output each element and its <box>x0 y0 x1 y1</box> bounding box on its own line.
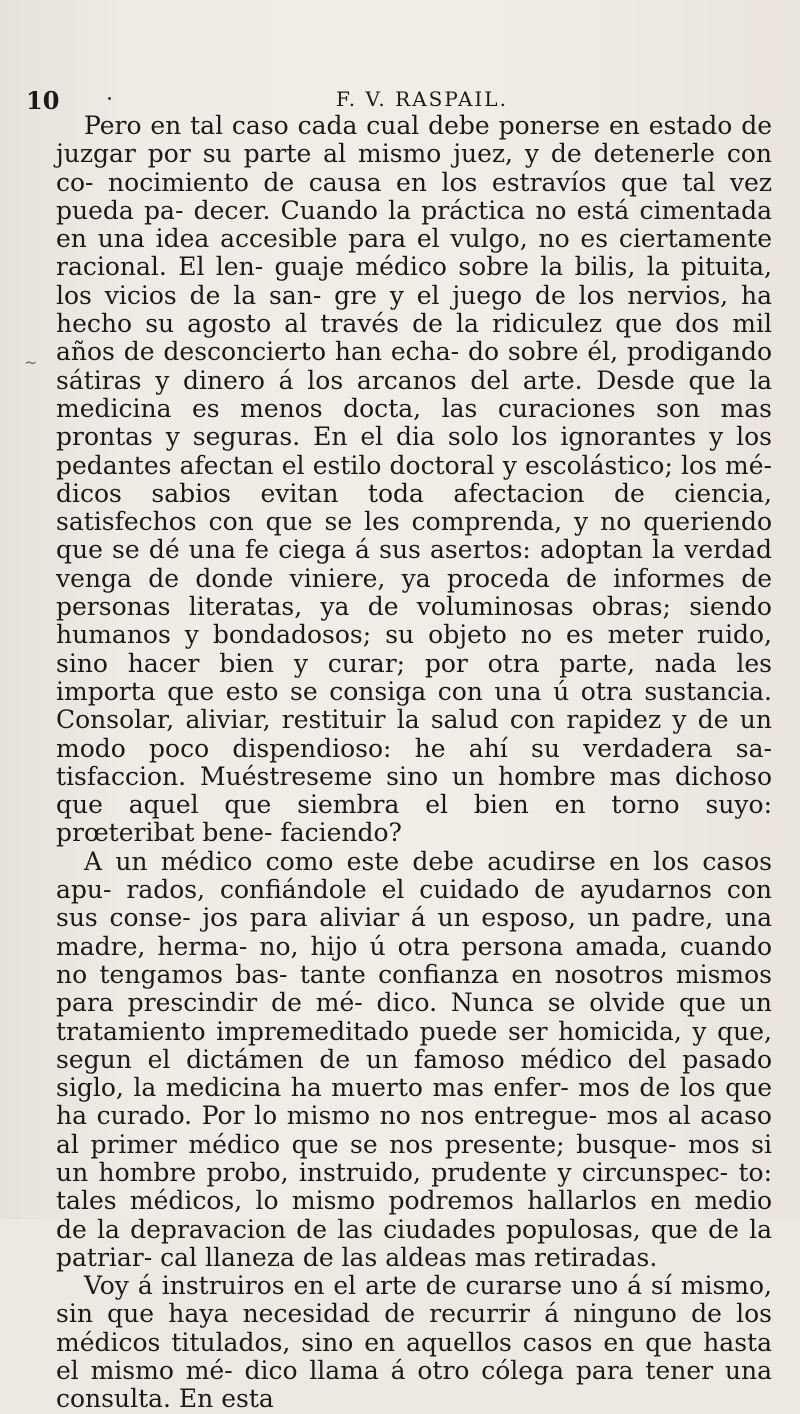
ink-speck <box>108 97 111 100</box>
page-header <box>24 86 764 115</box>
running-head: F. V. RASPAIL. <box>336 87 508 111</box>
paragraph-3: Voy á instruiros en el arte de curarse uno á sí mismo, sin que haya necesidad de recurrir á ninguno de los médicos titulados, sino en aquellos casos en que hasta el mismo mé- dico llama á otro cólega para tener una consulta. En esta <box>56 1271 772 1414</box>
body-text <box>56 112 772 1414</box>
paragraph-1: Pero en tal caso cada cual debe ponerse en estado de juzgar por su parte al mismo juez, y de detenerle con co- nocimiento de causa en los estravíos que tal vez pueda pa- decer. Cuando la práctica no está cimentada en una idea accesible para el vulgo, no es ciertamente racional. El len- guaje médico sobre la bilis, la pituita, los vicios de la san- gre y el juego de los nervios, ha hecho su agosto al través de la ridiculez que dos mil años de desconcierto han echa- do sobre él, prodigando sátiras y dinero á los arcanos del arte. Desde que la medicina es menos docta, las curaciones son mas prontas y seguras. En el dia solo los ignorantes y los pedantes afectan el estilo doctoral y escolástico; los mé- dicos sabios evitan toda afectacion de ciencia, satisfechos con que se les comprenda, y no queriendo que se dé una fe ciega á sus asertos: adoptan la verdad venga de donde viniere, ya proceda de informes de personas literatas, ya de voluminosas obras; siendo humanos y bondadosos; su objeto no es meter ruido, sino hacer bien y curar; por otra parte, nada les importa que esto se consiga con una ú otra sustancia. Consolar, aliviar, restituir la salud con rapidez y de un modo poco dispendioso: he ahí su verdadera sa- tisfaccion. Muéstreseme sino un hombre mas dichoso que aquel que siembra el bien en torno suyo: prœteribat bene- faciendo? <box>56 111 772 848</box>
page-number: 10 <box>26 86 60 115</box>
margin-mark: ~ <box>24 353 38 372</box>
paragraph-2: A un médico como este debe acudirse en los casos apu- rados, confiándole el cuidado de ayudarnos con sus conse- jos para aliviar á un esposo, un padre, una madre, herma- no, hijo ú otra persona amada, cuando no tengamos bas- tante confianza en nosotros mismos para prescindir de mé- dico. Nunca se olvide que un tratamiento impremeditado puede ser homicida, y que, segun el dictámen de un famoso médico del pasado siglo, la medicina ha muerto mas enfer- mos de los que ha curado. Por lo mismo no nos entregue- mos al acaso al primer médico que se nos presente; busque- mos si un hombre probo, instruido, prudente y circunspec- to: tales médicos, lo mismo podremos hallarlos en medio de la depravacion de las ciudades populosas, que de la patriar- cal llaneza de las aldeas mas retiradas. <box>56 846 772 1272</box>
